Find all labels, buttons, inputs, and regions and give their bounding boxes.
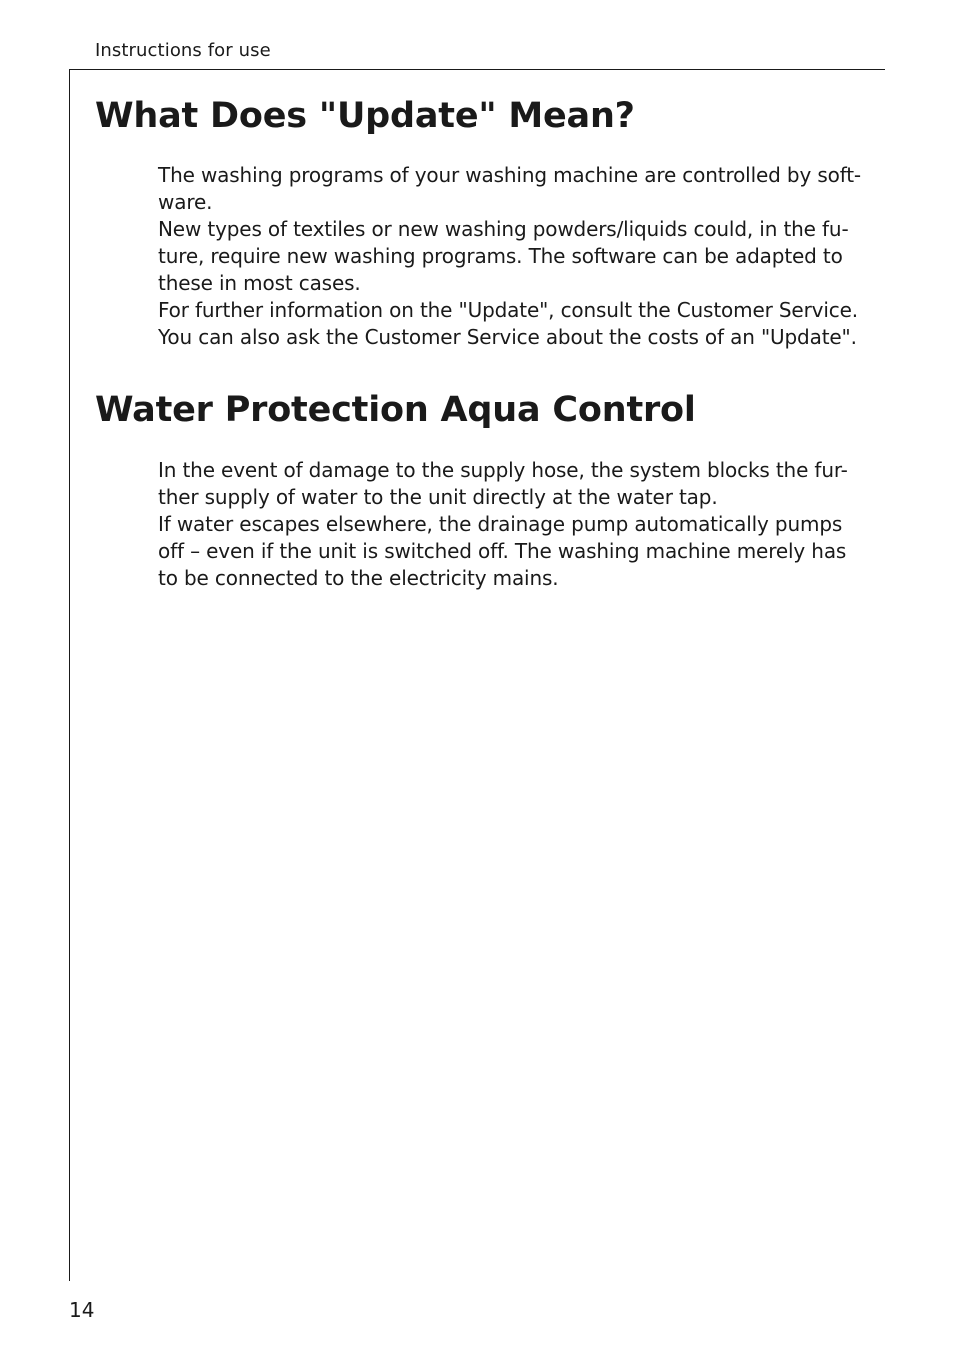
section-body-update [158,162,861,351]
body-line: For further information on the "Update", consult the Customer Service. [158,298,858,322]
body-line: The washing programs of your washing machine are controlled by soft- [158,163,861,187]
page-number: 14 [69,1298,95,1322]
section-title-aqua-control: Water Protection Aqua Control [95,390,696,430]
body-line: You can also ask the Customer Service about the costs of an "Update". [158,325,857,349]
top-rule [69,69,885,70]
running-header: Instructions for use [95,40,271,61]
section-title-update: What Does "Update" Mean? [95,96,635,136]
section-body-aqua-control [158,457,848,592]
body-line: these in most cases. [158,271,361,295]
body-line: If water escapes elsewhere, the drainage pump automatically pumps [158,512,843,536]
left-margin-rule [69,69,70,1281]
body-line: ware. [158,190,213,214]
body-line: In the event of damage to the supply hose, the system blocks the fur- [158,458,848,482]
body-line: ture, require new washing programs. The software can be adapted to [158,244,843,268]
body-line: to be connected to the electricity mains. [158,566,559,590]
body-line: ther supply of water to the unit directly at the water tap. [158,485,718,509]
body-line: New types of textiles or new washing powders/liquids could, in the fu- [158,217,849,241]
body-line: off – even if the unit is switched off. The washing machine merely has [158,539,847,563]
